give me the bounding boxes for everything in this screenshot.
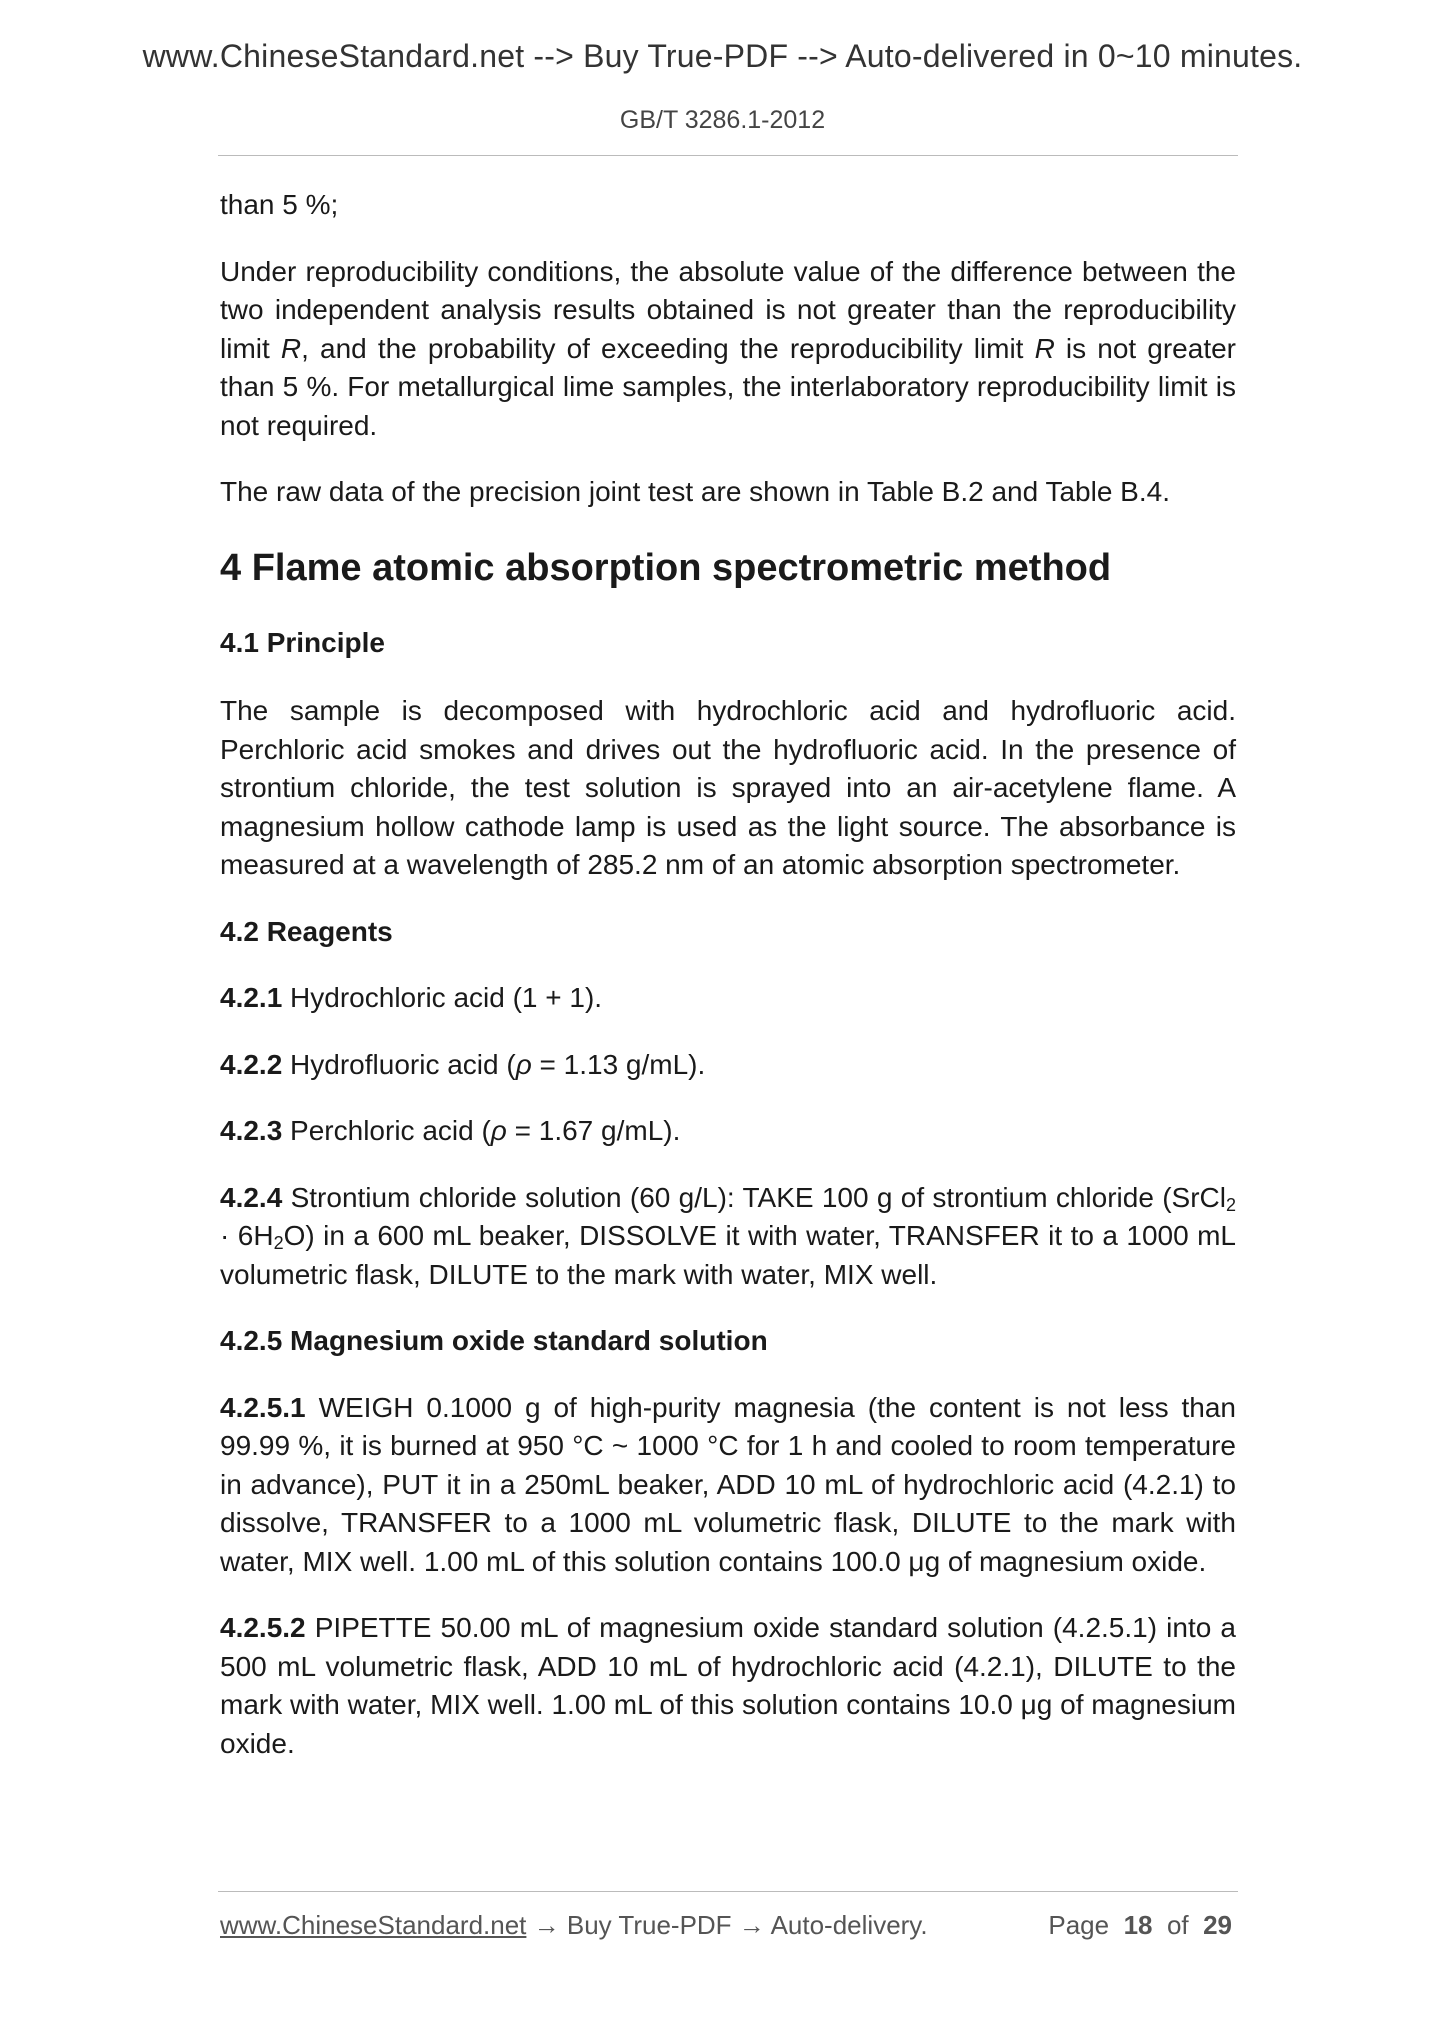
page-content xyxy=(220,186,1236,1791)
footer-divider xyxy=(218,1891,1238,1892)
footer-promo: www.ChineseStandard.net → Buy True-PDF → Auto-delivery. xyxy=(220,1910,928,1940)
footer-link[interactable]: www.ChineseStandard.net xyxy=(220,1910,527,1940)
item-4-2-3: 4.2.3 Perchloric acid (ρ = 1.67 g/mL). xyxy=(220,1115,681,1146)
section-4-1-heading: 4.1 Principle xyxy=(220,626,385,658)
item-4-2-4: 4.2.4 Strontium chloride solution (60 g/L): TAKE 100 g of strontium chloride (SrCl$_2$ · $6H_2O$) in a 600 mL beaker, DISSOLVE it with water, TRANSFER it to a 1000 mL volumetric flask, DILUTE to the mark with water, MIX well. xyxy=(220,1181,1236,1290)
item-4-2-5-1: 4.2.5.1 WEIGH 0.1000 g of high-purity magnesia (the content is not less than 99.99 %, it is burned at 950 °C ~ 1000 °C for 1 h and cooled to room temperature in advance), PUT it in a 250mL beaker, ADD 10 mL of hydrochloric acid (4.2.1) to dissolve, TRANSFER to a 1000 mL volumetric flask, DILUTE to the mark with water, MIX well. 1.00 mL of this solution contains 100.0 μg of magnesium oxide. xyxy=(220,1391,1236,1577)
footer xyxy=(220,1910,1232,1941)
section-4-2-5-heading: 4.2.5 Magnesium oxide standard solution xyxy=(220,1325,768,1356)
header-banner: www.ChineseStandard.net --> Buy True-PDF --> Auto-delivered in 0~10 minutes. xyxy=(142,38,1303,74)
standard-number: GB/T 3286.1-2012 xyxy=(619,106,826,134)
paragraph-raw-data: The raw data of the precision joint test are shown in Table B.2 and Table B.4. xyxy=(220,476,1170,507)
section-4-2-heading: 4.2 Reagents xyxy=(220,915,393,947)
header-divider xyxy=(218,155,1238,156)
paragraph-reproducibility: Under reproducibility conditions, the absolute value of the difference between the two independent analysis results obtained is not greater than the reproducibility limit R, and the probability of exceeding the reproducibility limit R is not greater than 5 %. For metallurgical lime samples, the interlaboratory reproducibility limit is not required. xyxy=(220,255,1236,441)
section-4-1-text: The sample is decomposed with hydrochloric acid and hydrofluoric acid. Perchloric acid smokes and drives out the hydrofluoric acid. In the presence of strontium chloride, the test solution is sprayed into an air-acetylene flame. A magnesium hollow cathode lamp is used as the light source. The absorbance is measured at a wavelength of 285.2 nm of an atomic absorption spectrometer. xyxy=(220,695,1236,880)
item-4-2-2: 4.2.2 Hydrofluoric acid (ρ = 1.13 g/mL). xyxy=(220,1048,706,1080)
paragraph-continuation: than 5 %; xyxy=(220,189,339,220)
page-number: Page 18 of 29 xyxy=(1048,1910,1232,1940)
item-4-2-1: 4.2.1 Hydrochloric acid (1 + 1). xyxy=(220,982,603,1013)
item-4-2-5-2: 4.2.5.2 PIPETTE 50.00 mL of magnesium oxide standard solution (4.2.5.1) into a 500 mL volumetric flask, ADD 10 mL of hydrochloric acid (4.2.1), DILUTE to the mark with water, MIX well. 1.00 mL of this solution contains 10.0 μg of magnesium oxide. xyxy=(220,1612,1236,1759)
section-4-heading: 4 Flame atomic absorption spectrometric method xyxy=(220,546,1112,589)
